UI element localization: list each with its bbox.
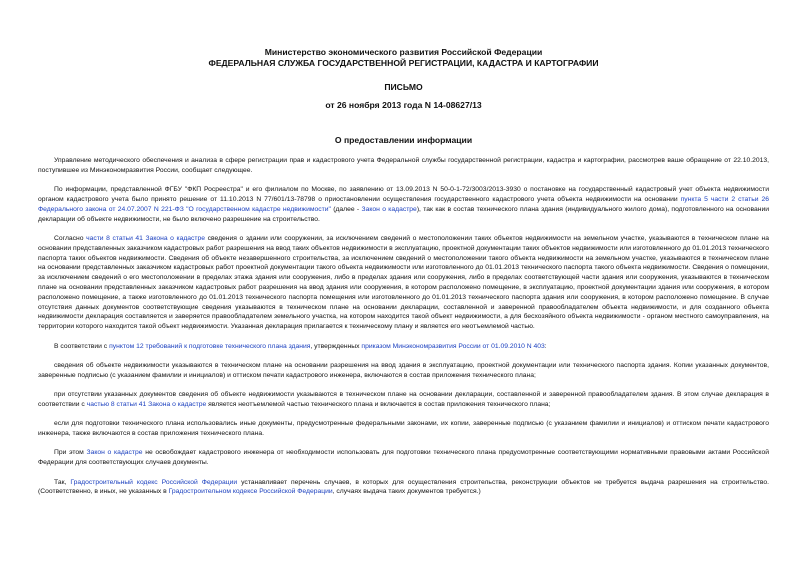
cadastre-law-link[interactable]: Закон о кадастре [86, 449, 143, 457]
text: устанавливает перечень случаев, в которых для осуществления строительства, реконструкции объектов не требуется выдача разрешения на строительство. (Соответственно, в иных, не указанных в [38, 478, 769, 496]
ministry-name: Министерство экономического развития Российской Федерации [264, 47, 543, 57]
text: (далее - [330, 205, 362, 213]
requirements-link[interactable]: пунктом 12 требований к подготовке технического плана здания [109, 342, 311, 350]
paragraph-4 [38, 342, 769, 352]
paragraph-9 [38, 478, 769, 498]
document-type: ПИСЬМО [384, 82, 423, 92]
urban-planning-code-link[interactable]: Градостроительный кодекс Российской Федерации [70, 478, 238, 486]
urban-planning-code-link[interactable]: Градостроительном кодексе Российской Федерации [168, 488, 333, 496]
text: При этом [54, 449, 87, 457]
text: Согласно [54, 234, 87, 242]
text: сведения о здании или сооружении, за исключением сведений о местоположении таких объектов недвижимости на земельном участке, указываются в техническом плане на основании представленных заказчиком кадастровых работ разрешения на ввод таких объектов недвижимости в эксплуатацию, проектной документации таких объектов недвижимости или изготовленного до 01.01.2013 технического паспорта таких объектов недвижимости. Сведения об объекте незавершенного строительства, за исключением сведений о местоположении такого объекта недвижимости на земельном участке, указываются в техническом плане на основании представленных заказчиком кадастровых работ проектной документации такого объекта недвижимости или изготовленного до 01.01.2013 технического паспорта такого объекта недвижимости. Сведения о помещении, за исключением сведений о его местоположении в пределах этажа здания или сооружения, либо в пределах здания или сооружения, либо в пределах соответствующей части здания или сооружения, указываются в техническом плане на основании представленных заказчиком кадастровых работ разрешения на ввод здания или сооружения, в котором расположено помещение, в эксплуатацию, проектной документации здания или сооружения, в котором расположено помещение, а также изготовленного до 01.01.2013 технического паспорта помещения или изготовленного до 01.01.2013 технического паспорта здания или сооружения, в котором расположено помещение. В случае отсутствия данных документов соответствующие сведения указываются в техническом плане на основании декларации, составленной и заверенной правообладателем объекта недвижимости, и для созданного объекта недвижимости декларация составляется и заверяется правообладателем земельного участка, на котором находится такой объект недвижимости, а для бесхозяйного объекта недвижимости - органом местного самоуправления, на территории которого находится такой объект недвижимости. Указанная декларация прилагается к техническому плану и является его неотъемлемой частью. [38, 234, 769, 331]
article-41-part-8-link[interactable]: части 8 статьи 41 Закона о кадастре [86, 234, 206, 242]
text: ), так как в состав технического плана здания (индивидуального жилого дома), подготовленного на основании декларации об объекте недвижимости, не было включено разрешение на строительство. [38, 205, 769, 223]
law-reference-link[interactable]: пункта 5 части 2 статьи 26 Федерального закона от 24.07.2007 N 221-ФЗ "О государственном кадастре недвижимости" [38, 195, 769, 213]
document-header [0, 47, 807, 68]
paragraph-8 [38, 448, 769, 468]
text: при отсутствии указанных документов сведения об объекте недвижимости указываются в техническом плане на основании декларации, составленной и заверенной правообладателем здания. В этом случае декларация в соответствии с [38, 391, 769, 408]
paragraph-6 [38, 390, 769, 410]
paragraph-3 [38, 234, 769, 332]
paragraph-2 [38, 185, 769, 224]
paragraph-1: Управление методического обеспечения и анализа в сфере регистрации прав и кадастрового учета Федеральной службы государственной регистрации, кадастра и картографии, рассмотрев ваше обращение от 22.10.2013, поступившее из Минэкономразвития России, сообщает следующее. [38, 157, 769, 174]
text: По информации, представленной ФГБУ "ФКП Росреестра" и его филиалом по Москве, по заявлению от 13.09.2013 N 50-0-1-72/3003/2013-3930 о постановке на государственный кадастровый учет объекта недвижимости органом кадастрового учета было принято решение от 11.10.2013 N 77/601/13-78798 о приостановлении осуществления государственного кадастрового учета объекта недвижимости на основании [38, 186, 769, 203]
order-403-link[interactable]: приказом Минэкономразвития России от 01.09.2010 N 403 [361, 342, 545, 350]
document-date-number: от 26 ноября 2013 года N 14-08627/13 [325, 100, 482, 110]
text: : [544, 342, 547, 350]
text: Так, [54, 478, 71, 486]
article-41-part-8-link[interactable]: частью 8 статьи 41 Закона о кадастре [86, 400, 207, 408]
paragraph-7: если для подготовки технического плана использовались иные документы, предусмотренные федеральными законами, их копии, заверенные подписью (с указанием фамилии и инициалов) и оттиском печати кадастрового инженера, также включаются в состав приложения технического плана. [38, 420, 769, 438]
text: В соответствии с [54, 342, 110, 350]
document-body [38, 156, 769, 507]
text: , утвержденных [310, 342, 362, 350]
text: , случаях выдача таких документов требуется.) [332, 488, 481, 496]
service-name: ФЕДЕРАЛЬНАЯ СЛУЖБА ГОСУДАРСТВЕННОЙ РЕГИСТРАЦИИ, КАДАСТРА И КАРТОГРАФИИ [208, 57, 599, 68]
text: не освобождает кадастрового инженера от необходимости использовать для подготовки технического плана предусмотренные соответствующими нормативными правовыми актами Российской Федерации для соответствующих случаев документы. [38, 449, 769, 467]
cadastre-law-link[interactable]: Закон о кадастре [361, 205, 417, 213]
text: является неотъемлемой частью технического плана и включается в состав приложения технического плана; [206, 400, 551, 408]
document-subject: О предоставлении информации [334, 135, 473, 145]
paragraph-5: сведения об объекте недвижимости указываются в техническом плане на основании разрешения на ввод здания в эксплуатацию, проектной документации или технического паспорта здания. Копии указанных документов, заверенные подписью (с указанием фамилии и инициалов) и оттиском печати кадастрового инженера, включаются в состав приложения технического плана; [38, 361, 769, 379]
